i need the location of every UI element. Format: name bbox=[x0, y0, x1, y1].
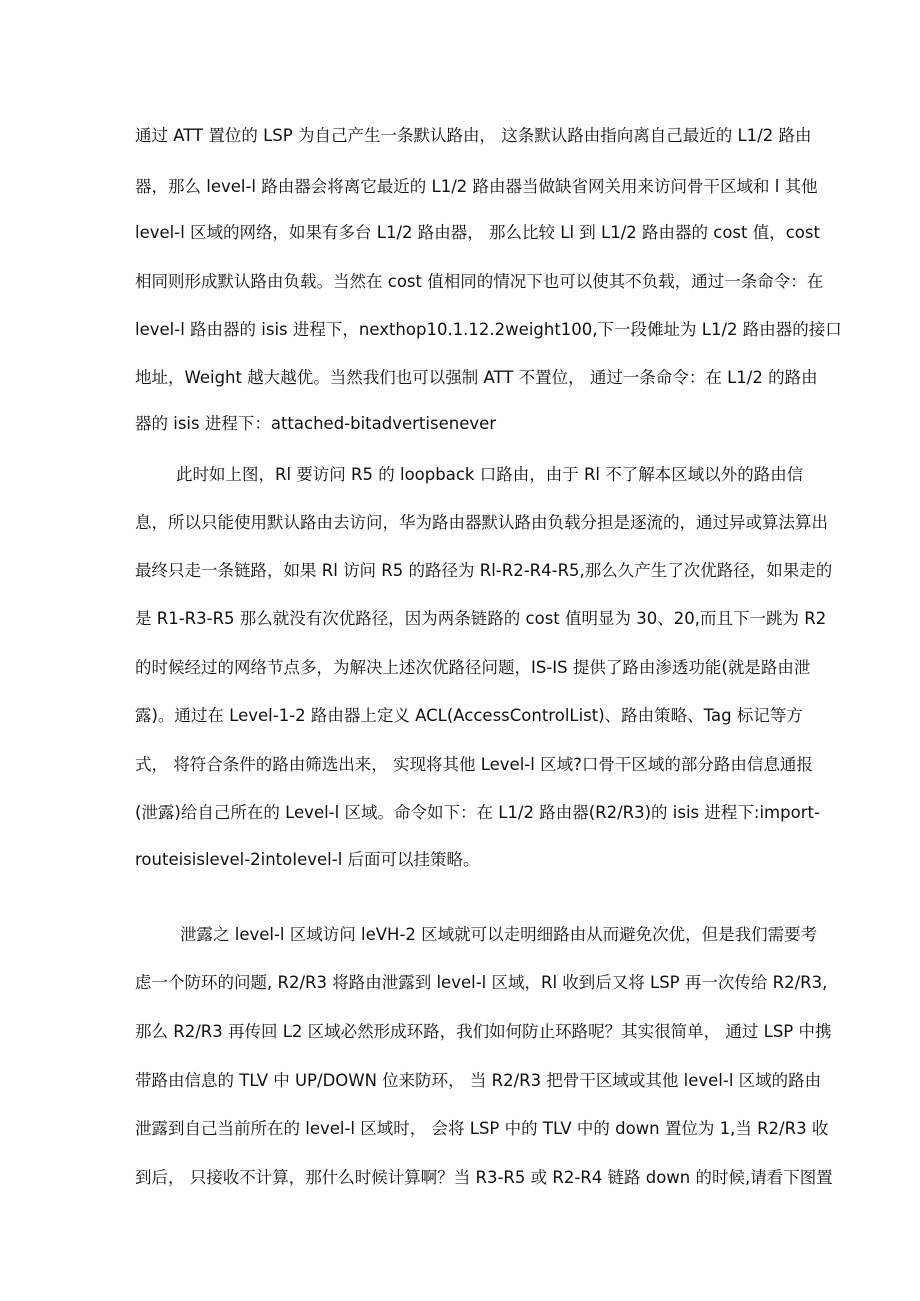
text-line: routeisislevel-2intoIevel-l 后面可以挂策略。 bbox=[135, 850, 480, 869]
text-line: (泄露)给自己所在的 Level-l 区域。命令如下：在 L1/2 路由器(R2/R3)的 isis 进程下:import- bbox=[135, 803, 820, 822]
text-line: 此时如上图，Rl 要访问 R5 的 loopback 口路由，由于 Rl 不了解本区域以外的路由信 bbox=[176, 465, 804, 484]
text-line: level-l 路由器的 isis 进程下，nexthop10.1.12.2weight100,下一段傩址为 L1/2 路由器的接口 bbox=[135, 320, 842, 339]
text-line: 是 R1-R3-R5 那么就没有次优路径，因为两条链路的 cost 值明显为 30、20,而且下一跳为 R2 bbox=[135, 609, 827, 628]
text-line: 最终只走一条链路，如果 Rl 访问 R5 的路径为 Rl-R2-R4-R5,那么久产生了次优路径，如果走的 bbox=[135, 561, 833, 580]
text-line: 带路由信息的 TLV 中 UP/DOWN 位来防环， 当 R2/R3 把骨干区域或其他 level-l 区域的路由 bbox=[135, 1071, 822, 1090]
text-line: 相同则形成默认路由负载。当然在 cost 值相同的情况下也可以使其不负载，通过一条命令：在 bbox=[135, 272, 824, 291]
text-line: 虑一个防环的问题, R2/R3 将路由泄露到 level-l 区域，Rl 收到后又将 LSP 再一次传给 R2/R3, bbox=[135, 973, 828, 992]
text-line: 泄露到自己当前所在的 level-l 区域时， 会将 LSP 中的 TLV 中的 down 置位为 1,当 R2/R3 收 bbox=[135, 1119, 829, 1138]
text-line: 器，那么 level-l 路由器会将离它最近的 L1/2 路由器当做缺省网关用来访问骨干区域和 l 其他 bbox=[135, 177, 818, 196]
text-line: 息，所以只能使用默认路由去访问，华为路由器默认路由负载分担是逐流的，通过异或算法算出 bbox=[135, 513, 828, 532]
text-line: 式， 将符合条件的路由筛选出来， 实现将其他 Level-l 区域?口骨干区域的部分路由信息通报 bbox=[135, 755, 813, 774]
text-line: 露)。通过在 Level-1-2 路由器上定义 ACL(AccessControlList)、路由策略、Tag 标记等方 bbox=[135, 706, 803, 725]
text-line: level-l 区域的网络，如果有多台 L1/2 路由器， 那么比较 Ll 到 L1/2 路由器的 cost 值，cost bbox=[135, 223, 820, 242]
text-line: 地址，Weight 越大越优。当然我们也可以强制 ATT 不置位， 通过一条命令：在 L1/2 的路由 bbox=[135, 368, 818, 387]
text-line: 器的 isis 进程下：attached-bitadvertisenever bbox=[135, 414, 497, 433]
text-line: 通过 ATT 置位的 LSP 为自己产生一条默认路由， 这条默认路由指向离自己最近的 L1/2 路由 bbox=[135, 126, 812, 145]
text-line: 的时候经过的网络节点多，为解决上述次优路径问题，IS-IS 提供了路由渗透功能(就是路由泄 bbox=[135, 658, 811, 677]
text-line: 到后， 只接收不计算，那什么时候计算啊？当 R3-R5 或 R2-R4 链路 down 的时候,请看下图置 bbox=[135, 1168, 833, 1187]
text-line: 泄露之 level-l 区域访问 leVH-2 区域就可以走明细路由从而避免次优，但是我们需要考 bbox=[180, 925, 818, 944]
text-line: 那么 R2/R3 再传回 L2 区域必然形成环路，我们如何防止环路呢？其实很简单， 通过 LSP 中携 bbox=[135, 1022, 832, 1041]
